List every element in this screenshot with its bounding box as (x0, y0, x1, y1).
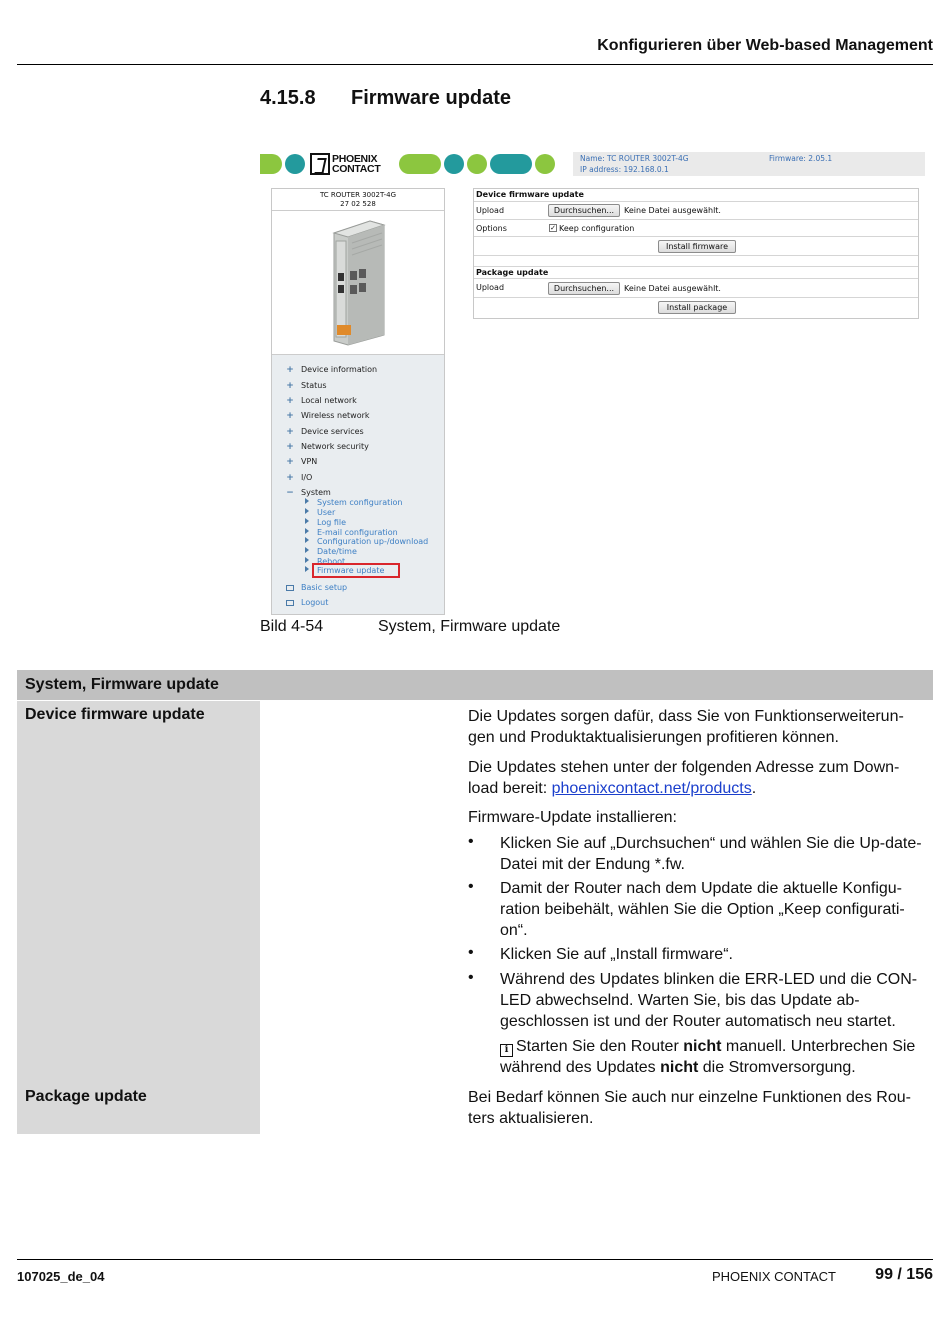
footer-company: PHOENIX CONTACT (712, 1269, 836, 1284)
deco-pill (535, 154, 555, 174)
info-note-icon: i (500, 1044, 513, 1057)
embedded-screenshot (260, 140, 932, 615)
note-bold-2: nicht (660, 1059, 699, 1076)
nav-device-information[interactable] (286, 365, 377, 374)
package-update-heading: Package update (474, 267, 918, 279)
footer-rule (17, 1259, 933, 1260)
nav-label: Status (301, 381, 327, 390)
package-upload-row (474, 279, 918, 298)
nav-label: I/O (301, 473, 313, 482)
router-device-image (322, 213, 394, 351)
nav-label: System (301, 488, 331, 497)
deco-pill (399, 154, 441, 174)
note-text-1: Starten Sie den Router (516, 1038, 684, 1055)
subnav-configuration-updownload[interactable]: Configuration up-/download (317, 537, 429, 546)
nav-vpn[interactable] (286, 457, 317, 466)
note-text-3: die Stromversorgung. (698, 1059, 856, 1076)
package-no-file-text: Keine Datei ausgewählt. (624, 284, 721, 293)
logo-text-line2: CONTACT (332, 163, 381, 175)
figure-number: Bild 4-54 (260, 618, 324, 635)
expand-plus-icon: + (286, 380, 294, 391)
nav-logout[interactable] (286, 598, 328, 607)
table-heading: System, Firmware update (17, 670, 933, 700)
nav-label: Device services (301, 427, 364, 436)
upload-label: Upload (476, 283, 505, 292)
nav-label: Device information (301, 365, 378, 374)
options-label: Options (476, 224, 507, 233)
nav-status[interactable] (286, 381, 327, 390)
paragraph-1: Die Updates sorgen dafür, dass Sie von Funktionserweiterun-gen und Produktaktualisierungen profitieren können. (468, 708, 904, 746)
expand-plus-icon: + (286, 364, 294, 375)
info-ip: IP address: 192.168.0.1 (580, 165, 669, 174)
expand-plus-icon: + (286, 395, 294, 406)
nav-label: Basic setup (301, 583, 348, 592)
install-package-button[interactable]: Install package (658, 301, 736, 314)
highlight-box (312, 563, 400, 578)
firmware-form (473, 188, 919, 319)
logout-icon (286, 600, 294, 606)
upload-label: Upload (476, 206, 505, 215)
row-label-package-update: Package update (25, 1088, 147, 1105)
nav-network-security[interactable] (286, 442, 369, 451)
package-browse-button[interactable]: Durchsuchen... (548, 282, 620, 295)
expand-plus-icon: + (286, 456, 294, 467)
nav-basic-setup[interactable] (286, 583, 347, 592)
table-label-column (17, 701, 260, 1134)
left-panel (271, 188, 445, 615)
section-number: 4.15.8 (260, 87, 316, 109)
device-info-box (573, 152, 925, 176)
row-label-device-firmware: Device firmware update (25, 706, 205, 723)
paragraph-4: Bei Bedarf können Sie auch nur einzelne Funktionen des Rou-ters aktualisieren. (468, 1089, 911, 1127)
paragraph-2 (468, 757, 928, 799)
note (500, 1036, 928, 1078)
expand-plus-icon: + (286, 441, 294, 452)
bullet-2-marker: • (468, 878, 474, 895)
options-row (474, 220, 918, 237)
upload-row (474, 202, 918, 220)
info-name: Name: TC ROUTER 3002T-4G (580, 154, 689, 163)
nav-system[interactable] (286, 488, 331, 497)
phoenix-logo (310, 152, 396, 176)
products-link[interactable]: phoenixcontact.net/products (551, 780, 752, 797)
bullet-1-text: Klicken Sie auf „Durchsuchen“ und wählen Sie die Up-date-Datei mit der Endung *.fw. (500, 835, 922, 873)
install-package-row (474, 298, 918, 318)
footer-page-number: 99 / 156 (875, 1266, 933, 1283)
subnav-email-configuration[interactable]: E-mail configuration (317, 528, 398, 537)
bullet-3-text: Klicken Sie auf „Install firmware“. (500, 946, 733, 963)
bullet-4-marker: • (468, 969, 474, 986)
section-title: Firmware update (351, 87, 512, 109)
nav-label: VPN (301, 457, 318, 466)
install-firmware-row (474, 237, 918, 256)
subnav-user[interactable]: User (317, 508, 336, 517)
deco-pill (467, 154, 487, 174)
no-file-text: Keine Datei ausgewählt. (624, 206, 721, 215)
footer-doc-id: 107025_de_04 (17, 1269, 105, 1284)
browse-button[interactable]: Durchsuchen... (548, 204, 620, 217)
nav-io[interactable] (286, 473, 312, 482)
note-text-2: manuell. Unterbrechen Sie während des Updates (500, 1038, 916, 1076)
nav-label: Network security (301, 442, 369, 451)
install-firmware-button[interactable]: Install firmware (658, 240, 736, 253)
header-rule (17, 64, 933, 65)
spacer-row (474, 256, 918, 267)
deco-pill (285, 154, 305, 174)
deco-pill (444, 154, 464, 174)
keep-configuration-checkbox[interactable]: ✓ (550, 224, 556, 232)
bullet-4-text: Während des Updates blinken die ERR-LED und die CON-LED abwechselnd. Warten Sie, bis das Update ab-geschlossen ist und der Router automatisch neu startet. (500, 971, 918, 1030)
logo-mark-icon (310, 153, 330, 175)
logo-text-line1: PHOENIX (332, 153, 378, 165)
web-ui-topbar (260, 148, 932, 180)
expand-plus-icon: + (286, 426, 294, 437)
navigation-menu (272, 354, 444, 614)
model-name: TC ROUTER 3002T-4G (319, 191, 397, 199)
nav-local-network[interactable] (286, 396, 357, 405)
bullet-3-marker: • (468, 944, 474, 961)
note-bold-1: nicht (683, 1038, 722, 1055)
model-number: 27 02 528 (340, 199, 376, 208)
bullet-1-marker: • (468, 833, 474, 850)
expand-plus-icon: + (286, 472, 294, 483)
subnav-date-time[interactable]: Date/time (317, 547, 357, 556)
nav-label: Wireless network (301, 411, 370, 420)
basic-setup-icon (286, 585, 294, 591)
expand-plus-icon: + (286, 410, 294, 421)
keep-configuration-label: Keep configuration (559, 224, 635, 233)
nav-wireless-network[interactable] (286, 411, 370, 420)
paragraph-3: Firmware-Update installieren: (468, 809, 677, 826)
info-firmware: Firmware: 2.05.1 (769, 154, 833, 163)
subnav-log-file[interactable]: Log file (317, 518, 347, 527)
subnav-reboot[interactable]: Reboot (317, 557, 346, 566)
device-firmware-heading: Device firmware update (474, 189, 918, 202)
model-label (272, 189, 444, 211)
deco-pill (260, 154, 282, 174)
paragraph-2-end: . (751, 780, 757, 797)
subnav-system-configuration[interactable]: System configuration (317, 498, 403, 507)
nav-label: Logout (301, 598, 329, 607)
collapse-minus-icon: − (286, 487, 294, 498)
figure-caption: System, Firmware update (378, 618, 561, 635)
bullet-2-text: Damit der Router nach dem Update die aktuelle Konfigu-ration beibehält, wählen Sie die Option „Keep configurati-on“. (500, 880, 905, 939)
deco-pill (490, 154, 532, 174)
nav-label: Local network (301, 396, 357, 405)
page-header-title: Konfigurieren über Web-based Management (597, 37, 933, 54)
nav-device-services[interactable] (286, 427, 364, 436)
subnav-firmware-update[interactable]: Firmware update (317, 566, 385, 575)
paragraph-2-text: Die Updates stehen unter der folgenden Adresse zum Down-load bereit: (468, 759, 900, 797)
